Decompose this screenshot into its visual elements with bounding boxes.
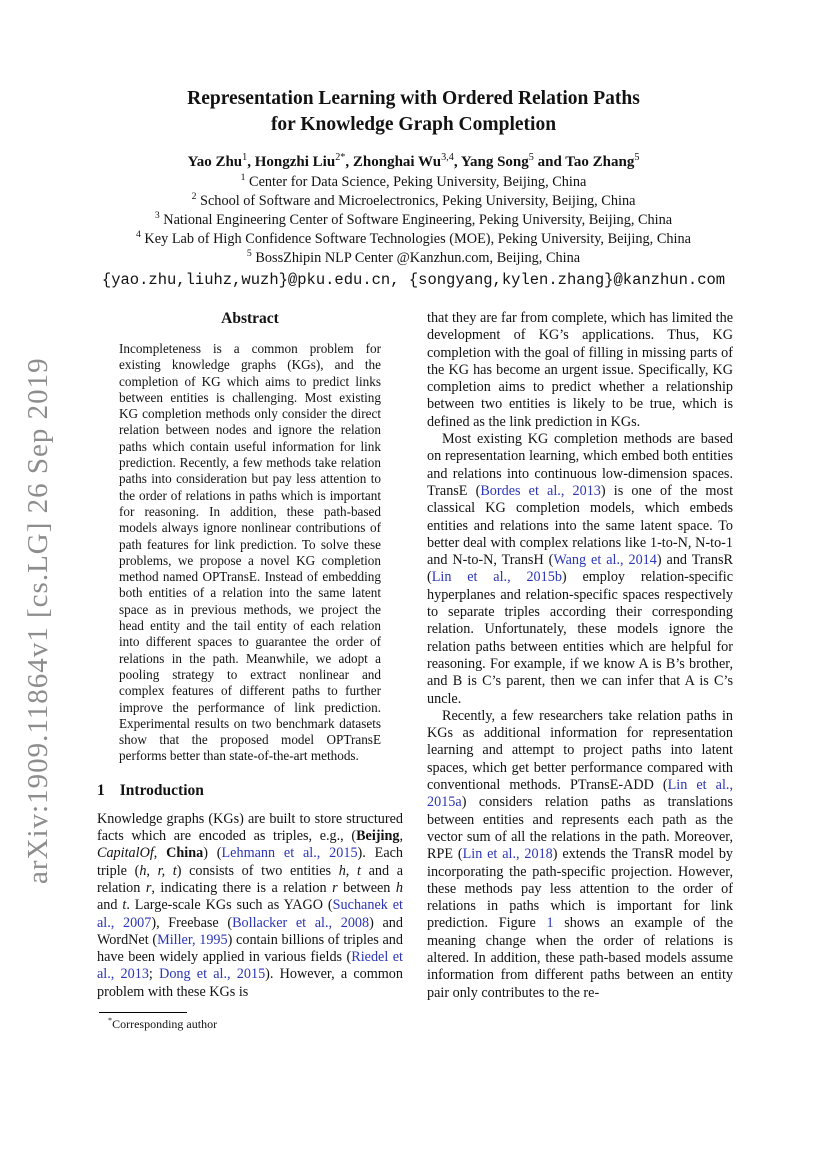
citation-link[interactable]: Lehmann et al., 2015 <box>221 845 358 862</box>
section-heading-introduction <box>97 782 403 800</box>
text-run: 1 <box>240 172 246 184</box>
text-run: ), Freebase ( <box>151 914 233 931</box>
text-run: , <box>453 154 461 170</box>
text-run: ). Each triple ( <box>97 845 404 879</box>
footnote-rule <box>99 1012 187 1013</box>
author-line <box>0 153 827 172</box>
text-run: ) and TransR ( <box>427 552 733 586</box>
affiliation-3 <box>0 211 827 230</box>
citation-link[interactable]: Dong et al., 2015 <box>159 966 266 983</box>
text-run: School of Software and Microelectronics, Peking University, Beijing, China <box>196 193 636 209</box>
text-run: ; <box>148 966 160 983</box>
citation-link[interactable]: Lin et al., 2015b <box>431 569 562 586</box>
title-line-1: Representation Learning with Ordered Relation Paths <box>187 88 640 109</box>
text-run: 5 <box>246 248 252 260</box>
text-run: and <box>97 897 123 914</box>
text-run: , <box>153 845 167 862</box>
intro-paragraph-1 <box>97 811 403 1001</box>
affiliation-2 <box>0 192 827 211</box>
abstract-heading: Abstract <box>221 310 279 327</box>
text-run: 3,4 <box>441 152 454 163</box>
right-column <box>427 310 733 1032</box>
text-run: Most existing KG completion methods are based on representation learning, which embed both entities and relations into continuous low-dimension spaces. TransE ( <box>427 431 733 499</box>
section-title: Introduction <box>119 781 204 799</box>
citation-link[interactable]: Wang et al., 2014 <box>553 552 657 569</box>
text-run: Tao Zhang <box>565 154 635 170</box>
title-line-2: for Knowledge Graph Completion <box>270 113 557 135</box>
text-run: Beijing <box>356 828 400 845</box>
citation-link[interactable]: Suchanek et al., 2007 <box>97 897 403 931</box>
text-run: ) employ relation-specific hyperplanes and relation-specific spaces respectively to separate triples according their corresponding relation. Unfortunately, these models ignore the relation paths between entities which are helpful for reasoning. For example, if we know A is B’s brother, and B is C’s parent, then we can infer that A is C’s uncle. <box>427 569 733 707</box>
text-run: h, r, t <box>139 862 177 879</box>
text-run: Hongzhi Liu <box>254 154 336 170</box>
arxiv-watermark: arXiv:1909.11864v1 [cs.LG] 26 Sep 2019 <box>22 357 54 884</box>
text-run: h <box>338 862 346 879</box>
citation-link[interactable]: Riedel et al., 2013 <box>97 949 403 983</box>
text-run: h <box>395 879 403 896</box>
text-run: ) considers relation paths as translations between entities and represents each path as the vector sum of all the relations in the path. Moreover, RPE ( <box>427 794 733 863</box>
text-run: and <box>533 154 566 170</box>
footnote <box>97 1012 403 1032</box>
right-paragraph-1: that they are far from complete, which has limited the development of KG’s applications. Thus, KG completion with the goal of filling in missing parts of the KG has become an urgent issue. Specifically, KG completion aims to predict whether a relationship between two entities is likely to be true, which is defined as the link prediction in KGs. <box>427 310 733 430</box>
footnote-marker: * <box>108 1015 113 1025</box>
affiliation-5 <box>0 249 827 268</box>
text-run: China <box>166 845 204 862</box>
text-run: BossZhipin NLP Center @Kanzhun.com, Beijing, China <box>251 250 581 266</box>
text-run: r <box>332 879 338 896</box>
citation-link[interactable]: 1 <box>546 915 554 932</box>
text-run: ) extends the TransR model by incorporating the path-specific projection. However, these methods pay less attention to the order of relations in paths which is important for link prediction. Figure <box>427 846 734 932</box>
citation-link[interactable]: Bordes et al., 2013 <box>480 482 601 499</box>
text-run: t <box>122 897 127 914</box>
text-run: 5 <box>634 152 640 163</box>
text-run: . Large-scale KGs such as YAGO ( <box>126 897 333 914</box>
text-run: , <box>247 154 255 170</box>
paper-header <box>0 0 827 289</box>
citation-link[interactable]: Lin et al., 2015a <box>427 777 733 811</box>
text-run: shows an example of the meaning change when the order of relations is altered. In addition, these path-based models assume information from different paths between an entity pair only contributes to the re- <box>427 915 734 1001</box>
text-run: t <box>356 862 361 879</box>
text-run: Recently, a few researchers take relation paths in KGs as additional information for representation learning and attempt to project paths into latent spaces, which get better performance compared with conventional methods. PTransE-ADD ( <box>427 707 733 794</box>
text-run: 2* <box>335 152 346 163</box>
text-run: , <box>399 828 403 845</box>
left-column <box>97 310 403 1032</box>
citation-link[interactable]: Bollacker et al., 2008 <box>232 914 370 931</box>
text-run: , <box>345 154 353 170</box>
text-run: 5 <box>528 152 534 163</box>
text-run: ) consists of two entities <box>176 862 339 879</box>
affiliations <box>0 173 827 268</box>
citation-link[interactable]: Lin et al., 2018 <box>462 846 553 863</box>
text-run: Center for Data Science, Peking University, Beijing, China <box>245 174 587 190</box>
section-number: 1 <box>97 781 105 799</box>
affiliation-1 <box>0 173 827 192</box>
text-run: ) is one of the most classical KG completion models, which embeds entities and relations into the same latent space. To better deal with complex relations like 1-to-N, N-to-1 and N-to-N, TransH ( <box>427 482 734 569</box>
text-run: Yao Zhu <box>187 154 243 170</box>
text-run: 4 <box>136 229 141 241</box>
citation-link[interactable]: Miller, 1995 <box>157 931 228 948</box>
text-run: Yang Song <box>460 154 529 170</box>
text-run: between <box>337 879 396 896</box>
text-run: and a relation <box>97 862 404 896</box>
text-run: 1 <box>242 152 248 163</box>
text-run: 3 <box>154 210 160 222</box>
abstract-body: Incompleteness is a common problem for existing knowledge graphs (KGs), and the completion of KG which aims to predict links between entities is challenging. Most existing KG completion methods only consider the direct relation between nodes and ignore the relation paths which contain useful information for link prediction. Recently, a few methods take relation paths into consideration but pay less attention to the order of relations in paths which is important for reasoning. In addition, these path-based models always ignore nonlinear contributions of path features for link prediction. To solve these problems, we propose a novel KG completion method named OPTransE. Instead of embedding both entities of a relation into the same latent space as in previous methods, we project the head entity and the tail entity of each relation into different spaces to guarantee the order of relations in the path. Meanwhile, we adopt a pooling strategy to extract nonlinear and complex features of different paths to further improve the performance of link prediction. Experimental results on two benchmark datasets show that the proposed model OPTransE performs better than state-of-the-art methods. <box>119 341 381 764</box>
right-paragraph-3 <box>427 708 733 1002</box>
text-run: CapitalOf <box>97 845 154 862</box>
right-paragraph-2 <box>427 431 733 708</box>
text-run: ) and WordNet ( <box>97 914 403 948</box>
text-run: r <box>145 879 152 896</box>
text-run: Zhonghai Wu <box>352 154 442 170</box>
text-run: 2 <box>191 191 197 203</box>
text-run: , <box>345 862 357 879</box>
text-run: National Engineering Center of Software Engineering, Peking University, Beijing, China <box>159 212 673 228</box>
affiliation-4 <box>0 230 827 249</box>
text-run: Key Lab of High Confidence Software Technologies (MOE), Peking University, Beijing, China <box>140 231 691 247</box>
email-line: {yao.zhu,liuhz,wuzh}@pku.edu.cn, {songyang,kylen.zhang}@kanzhun.com <box>101 271 726 289</box>
paper-title <box>0 86 827 137</box>
abstract-section <box>97 310 403 765</box>
text-run: , indicating there is a relation <box>151 879 333 896</box>
text-run: ) contain billions of triples and have been widely applied in various fields ( <box>97 931 403 966</box>
text-run: Knowledge graphs (KGs) are built to store structured facts which are encoded as triples, e.g., ( <box>97 810 403 845</box>
footnote-text <box>97 1017 403 1032</box>
two-column-body <box>97 310 733 1032</box>
text-run: ) ( <box>203 845 222 862</box>
text-run: ). However, a common problem with these KGs is <box>97 966 403 1000</box>
footnote-label: Corresponding author <box>112 1016 218 1031</box>
